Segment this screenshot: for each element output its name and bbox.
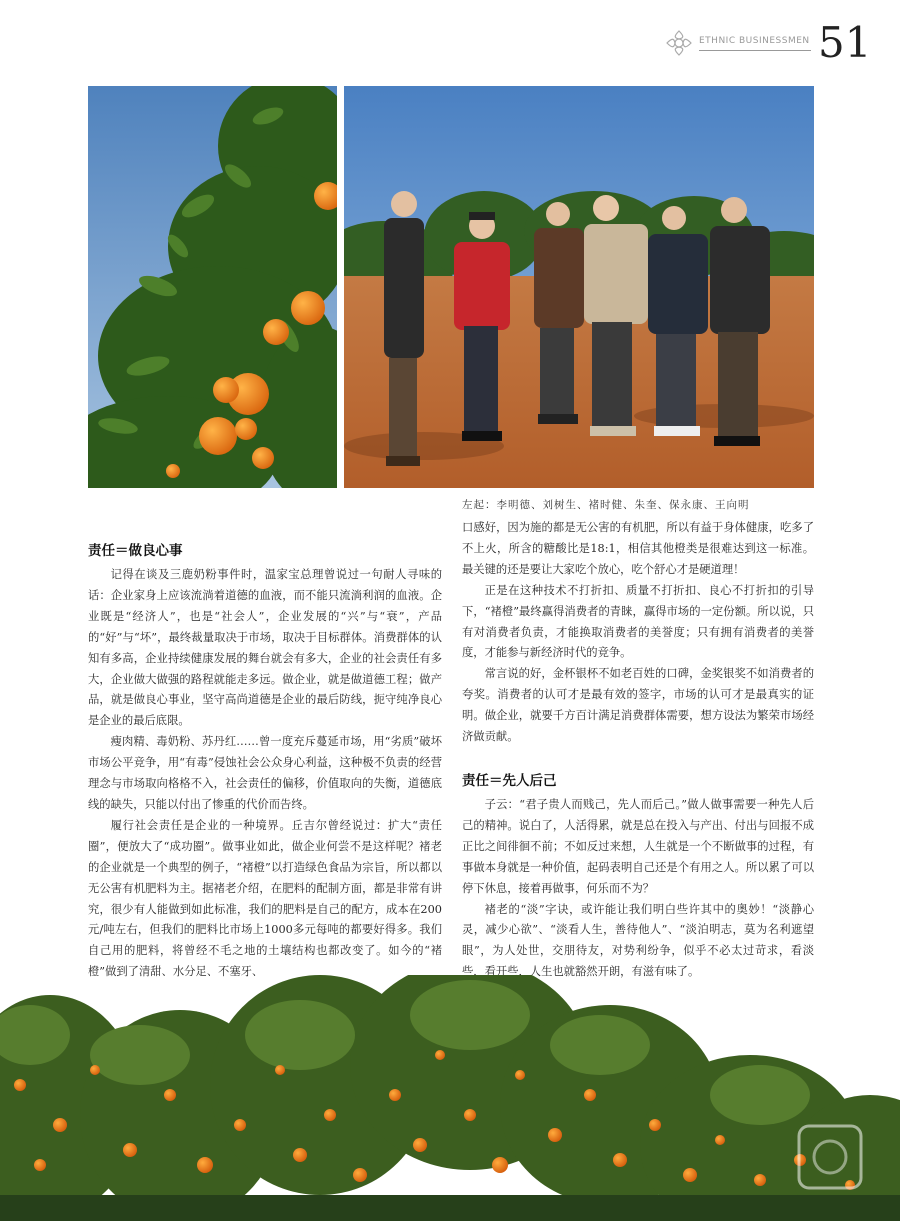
page-number: 51 <box>818 18 872 67</box>
header-rule <box>699 50 811 51</box>
spacer <box>462 748 814 770</box>
paragraph: 子云：“君子贵人而贱己，先人而后己。”做人做事需要一种先人后己的精神。说白了，人活得累，就是总在投入与产出、付出与回报不成正比之间徘徊不前；不如反过来想，人生就是一个不断做事的过程，有事做本身就是一种价值，起码表明自己还是个有用之人。所以累了可以停下休息，接着再做事，何乐而不为？ <box>462 797 814 895</box>
paragraph: 褚老的“淡”字诀，或许能让我们明白些许其中的奥妙！“淡静心灵，减少心欲”、“淡看人生，善待他人”、“淡泊明志，莫为名利遮望眼”，为人处世，交朋待友，对势利纷争，似乎不必太过苛求，看淡些，看开些，人生也就豁然开朗，有滋有味了。 <box>462 902 814 979</box>
paragraph: 履行社会责任是企业的一种境界。丘吉尔曾经说过：扩大“责任圈”，便放大了“成功圈”。做事业如此，做企业何尝不是这样呢？褚老的企业就是一个典型的例子，“褚橙”以打造绿色食品为宗旨，所以都以无公害有机肥料为主。据褚老介绍，在肥料的配制方面，都是非常有讲究，很少有人能做到如此标准，我们的肥料是自己的配方，成本在200元/吨左右，但我们的肥料比市场上1000多元每吨的都要好得多。我们自己用的肥料，将曾经不毛之地的土壤结构也都改变了。如今的“褚橙”做到了清甜、水分足、不塞牙、 <box>88 818 442 979</box>
photo-caption: 左起：李明德、刘树生、褚时健、朱奎、保永康、王向明 <box>462 499 750 511</box>
paragraph: 常言说的好，金杯银杯不如老百姓的口碑，金奖银奖不如消费者的夸奖。消费者的认可才是最有效的签字，市场的认可才是最真实的证明。做企业，就要千方百计满足消费群体需要，想方设法为繁荣市场经济做贡献。 <box>462 667 814 744</box>
paragraph: 记得在谈及三鹿奶粉事件时，温家宝总理曾说过一句耐人寻味的话：企业家身上应该流淌着道德的血液，而不能只流淌利润的血液。企业既是“经济人”，也是“社会人”，企业发展的“兴”与“衰”，产品的“好”与“坏”，最终裁量取决于市场，取决于目标群体。消费群体的认知有多高，企业持续健康发展的舞台就会有多大，企业的社会责任有多大，企业做大做强的路程就能走多远。做企业，就是做道德工程；做产品，就是做良心事业，坚守高尚道德是企业的最后防线，扼守纯净良心是企业的最后底限。 <box>88 568 442 728</box>
orange-tree-photo <box>88 86 337 488</box>
left-column <box>88 540 442 983</box>
paragraph: 正是在这种技术不打折扣、质量不打折扣、良心不打折扣的引导下，“褚橙”最终赢得消费者的青睐，赢得市场的一定份额。所以说，只有对消费者负责，才能换取消费者的美誉度；只有拥有消费者的美誉度，才能参与新经济时代的竞争。 <box>462 583 814 660</box>
bottom-orange-trees <box>0 975 900 1221</box>
paragraph: 瘦肉精、毒奶粉、苏丹红……曾一度充斥蔓延市场，用“劣质”破坏市场公平竞争，用“有毒”侵蚀社会公众身心利益，这种极不负责的经营理念与市场取向格格不入，社会责任的偏移，价值取向的失衡，道德底线的缺失，只能以付出了惨重的代价而告终。 <box>88 735 442 811</box>
magazine-name: ETHNIC BUSINESSMEN <box>699 36 810 46</box>
magazine-logo-icon <box>664 28 694 58</box>
watermark-stamp-icon <box>795 1122 865 1192</box>
section-title-others-first: 责任＝先人后己 <box>462 772 557 789</box>
group-photo <box>344 86 814 488</box>
right-column <box>462 518 814 983</box>
paragraph-continuation: 口感好，因为施的都是无公害的有机肥，所以有益于身体健康，吃多了不上火，所含的糖酸比是18:1，相信其他橙类是很难达到这一标准。最关键的还是要让大家吃个放心，吃个舒心才是硬道理！ <box>462 521 814 576</box>
section-title-responsibility-conscience: 责任＝做良心事 <box>88 543 183 559</box>
page-header <box>0 0 900 80</box>
